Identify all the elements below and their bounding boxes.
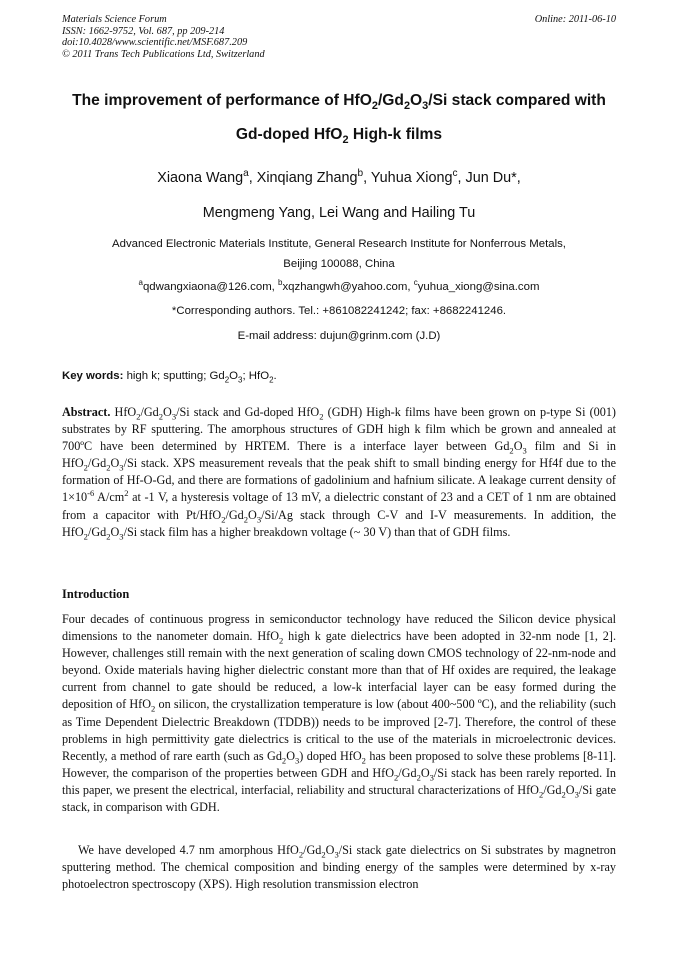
journal-copyright: © 2011 Trans Tech Publications Ltd, Switzerland xyxy=(62,48,265,60)
paper-title-line-2: Gd-doped HfO$_2$ High-k films xyxy=(235,126,443,147)
keywords: Key words: high k; sputting; $Gd_2O_3$; HfO$_2$. xyxy=(62,370,277,385)
online-date: Online: 2011-06-10 xyxy=(534,14,616,25)
journal-name: Materials Science Forum xyxy=(62,14,167,25)
author-list-line-1: Xiaona Wang$^a$, Xinqiang Zhang$^b$, Yuhua Xiong$^c$, Jun Du*, xyxy=(157,168,521,186)
introduction-heading: Introduction xyxy=(62,587,130,601)
paper-title-line-1: The improvement of performance of $HfO_2/Gd_2O_3/Si$ stack compared with xyxy=(72,92,606,113)
keywords-label: Key words: xyxy=(62,370,124,382)
introduction-paragraph-2: We have developed 4.7 nm amorphous $HfO_2/Gd_2O_3/Si$ stack gate dielectrics on Si substrates by magnetron sputtering method. The chemical composition and binding energy of the samples were determined by x-ray photoelectron spectroscopy (XPS). High resolution transmission electron xyxy=(62,843,616,892)
affiliation-line-1: Advanced Electronic Materials Institute, General Research Institute for Nonferrous Metals, xyxy=(112,238,566,250)
affiliation-line-2: Beijing 100088, China xyxy=(283,258,395,270)
corresponding-author: *Corresponding authors. Tel.: +861082241242; fax: +8682241246. xyxy=(171,305,507,317)
author-list-line-2: Mengmeng Yang, Lei Wang and Hailing Tu xyxy=(202,205,476,221)
abstract-label: Abstract. xyxy=(62,405,111,419)
contact-email: E-mail address: dujun@grinm.com (J.D) xyxy=(237,330,441,342)
introduction-paragraph-1: Four decades of continuous progress in semiconductor technology have reduced the Silicon device physical dimensions to the nanometer domain. HfO$_2$ high k gate dielectrics have been adopted in 32-nm node [1, 2]. However, challenges still remain with the next generation of scaling down CMOS technology of 22-nm-node and beyond. Oxide materials having higher dielectric constant more than that of Hf oxides are required, the leakage current from channel to gate should be reduced, a low-k interfacial layer can be easy formed during the deposition of HfO$_2$ on silicon, the crystallization temperature is low (about 400~500 ºC), and the reliability (such as Time Dependent Dielectric Breakdown (TDDB)) needs to be improved [2-7]. Therefore, the control of these problems in high permittivity gate dielectrics is critical to the use of the materials in microelectronic devices. Recently, a method of rare earth (such as $Gd_2O_3$) doped HfO$_2$ has been proposed to solve these problems [8-11]. However, the comparison of the properties between GDH and $HfO_2/Gd_2O_3/Si$ stack has been rarely reported. In this paper, we present the electrical, interfacial, reliability and structural characterizations of $HfO_2/Gd_2O_3/Si$ gate stack, in comparison with GDH. xyxy=(62,612,617,815)
journal-header xyxy=(62,14,265,60)
journal-doi: doi:10.4028/www.scientific.net/MSF.687.209 xyxy=(62,37,248,49)
abstract-paragraph: Abstract. $HfO_2/Gd_2O_3/Si$ stack and Gd-doped HfO$_2$ (GDH) High-k films have been grown on p-type Si (001) substrates by RF sputtering. The amorphous structures of GDH high k film which be grown and annealed at 700ºC have been determined by HRTEM. There is a interface layer between $Gd_2O_3$ film and Si in $HfO_2/Gd_2O_3/Si$ stack. XPS measurement reveals that the peak shift to small binding energy for Hf4f due to the formation of Hf-O-Gd, and there are formations of gadolinium and hafnium silicate. A leakage current density of $1\times 10^{-6}$ $A/cm^2$ at -1 V, a hysteresis voltage of 13 mV, a dielectric constant of 23 and a CET of 1 nm are obtained from a capacitor with $Pt/HfO_2/Gd_2O_3/Si/Ag$ stack through C-V and I-V measurements. In addition, the $HfO_2/Gd_2O_3/Si$ stack film has a higher breakdown voltage (~ 30 V) than that of GDH films. xyxy=(62,405,616,542)
author-emails: $^a$qdwangxiaona@126.com, $^b$xqzhangwh@yahoo.com, $^c$yuhua_xiong@sina.com xyxy=(138,278,540,293)
journal-issn: ISSN: 1662-9752, Vol. 687, pp 209-214 xyxy=(62,25,225,37)
